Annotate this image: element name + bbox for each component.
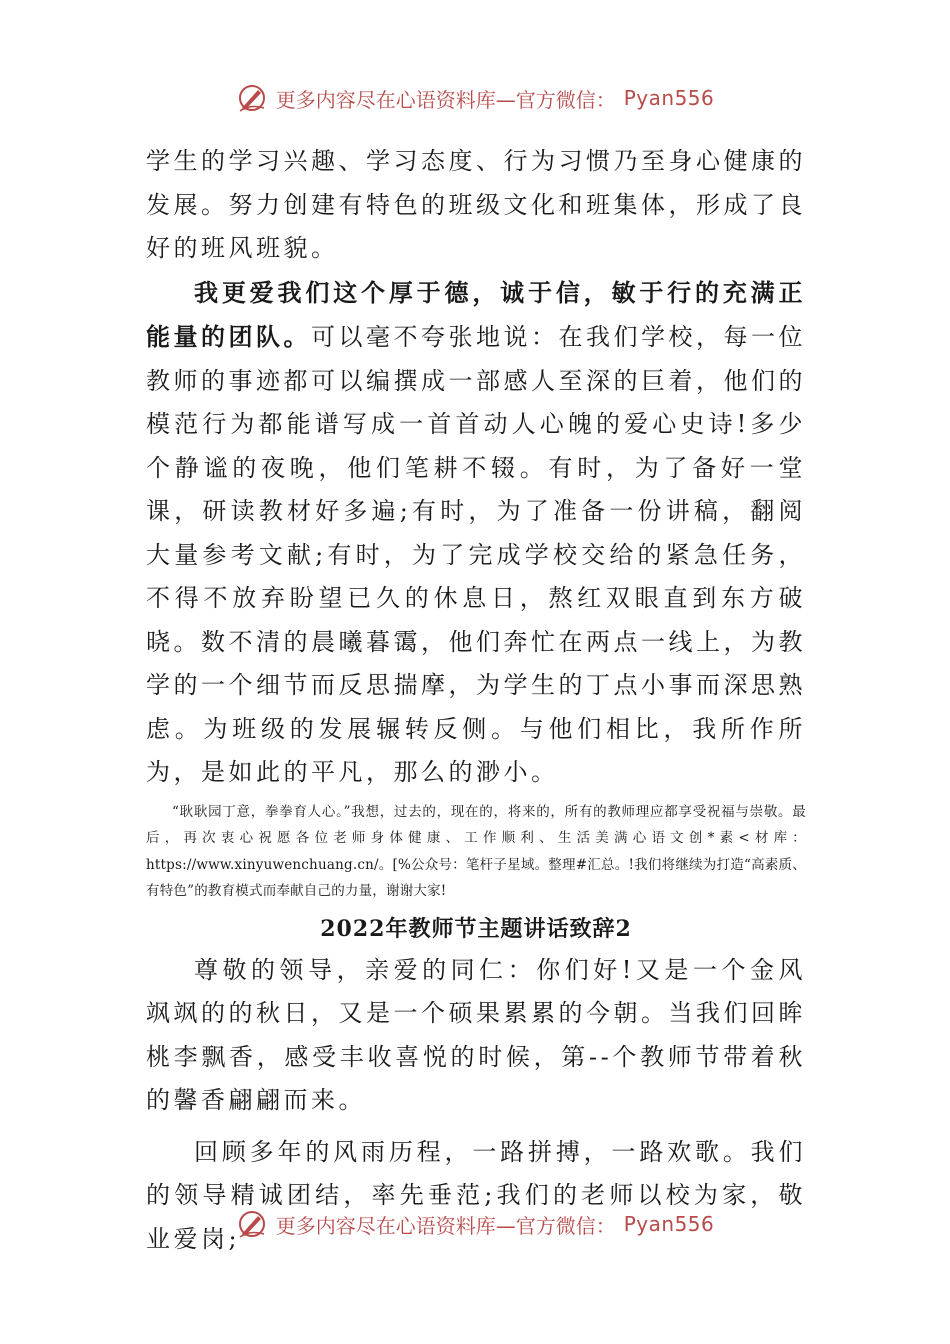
- closing-paragraph-small: “耿耿园丁意，拳拳育人心。”我想，过去的，现在的，将来的，所有的教师理应都享受祝福与崇敬。最后，再次衷心祝愿各位老师身体健康、工作顺利、生活美满心语文创*素<材库：https://www.xinyuwenchuang.cn/。[%公众号：笔杆子星域。整理#汇总。!我们将继续为打造“高素质、有特色”的教育模式而奉献自己的力量，谢谢大家!: [146, 803, 806, 899]
- footer-banner-text: 更多内容尽在心语资料库—官方微信：: [275, 1213, 616, 1238]
- section-title: 2022年教师节主题讲话致辞2: [320, 915, 632, 942]
- paragraph-1: 学生的学习兴趣、学习态度、行为习惯乃至身心健康的发展。努力创建有特色的班级文化和班集体，形成了良好的班风班貌。: [146, 147, 806, 262]
- paragraph-2-bold: 我更爱我们这个厚于德，诚于信，敏于行的充满正能量的团队。: [146, 277, 806, 351]
- footer-wechat-id: Pyan556: [623, 1212, 715, 1236]
- header-banner: [0, 82, 950, 122]
- document-body: [146, 140, 806, 1261]
- paragraph-2-rest: 可以毫不夸张地说：在我们学校，每一位教师的事迹都可以编撰成一部感人至深的巨着，他们的模范行为都能谱写成一首首动人心魄的爱心史诗!多少个静谧的夜晚，他们笔耕不辍。有时，为了备好一堂课，研读教材好多遍;有时，为了准备一份讲稿，翻阅大量参考文献;有时，为了完成学校交给的紧急任务，不得不放弃盼望已久的休息日，熬红双眼直到东方破晓。数不清的晨曦暮霭，他们奔忙在两点一线上，为教学的一个细节而反思揣摩，为学生的丁点小事而深思熟虑。为班级的发展辗转反侧。与他们相比，我所作所为，是如此的平凡，那么的渺小。: [146, 323, 806, 786]
- paragraph-3: 尊敬的领导，亲爱的同仁：你们好!又是一个金风飒飒的的秋日，又是一个硕果累累的今朝。当我们回眸桃李飘香，感受丰收喜悦的时候，第--个教师节带着秋的馨香翩翩而来。: [146, 955, 806, 1114]
- banner-wechat-id: Pyan556: [623, 86, 715, 110]
- footer-banner: [0, 1208, 950, 1248]
- paragraph-2: [146, 271, 806, 795]
- pen-logo-icon: [236, 1208, 268, 1240]
- banner-text: 更多内容尽在心语资料库—官方微信：: [275, 87, 616, 112]
- paragraph-4: 回顾多年的风雨历程，一路拼搏，一路欢歌。我们的领导精诚团结，率先垂范;我们的老师以校为家，敬业爱岗;: [146, 1137, 806, 1253]
- pen-logo-icon: [236, 82, 268, 114]
